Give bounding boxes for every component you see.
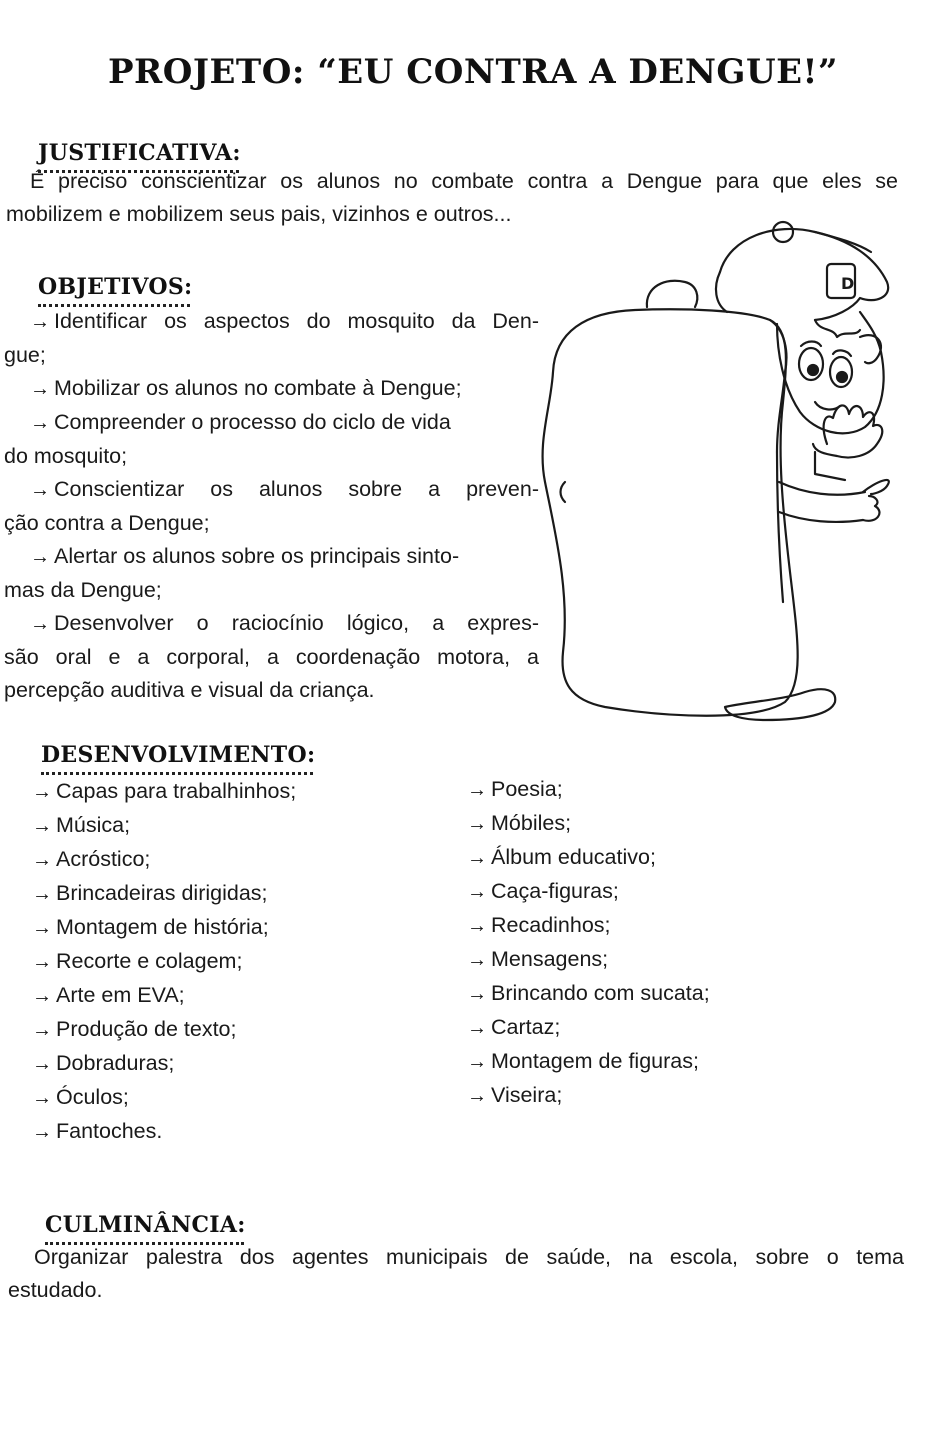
desenvolvimento-item-text: Dobraduras; xyxy=(56,1051,175,1075)
desenvolvimento-item-text: Móbiles; xyxy=(491,811,572,835)
objetivo-item xyxy=(4,607,539,641)
objetivo-text: Compreender o processo do ciclo de vida xyxy=(54,410,451,434)
desenvolvimento-item-text: Brincadeiras dirigidas; xyxy=(56,881,268,905)
arrow-right-icon: → xyxy=(467,983,487,1005)
objetivo-item xyxy=(4,473,539,507)
objetivo-continuation: do mosquito; xyxy=(4,444,128,468)
desenvolvimento-item-text: Brincando com sucata; xyxy=(491,981,710,1005)
arrow-right-icon: → xyxy=(467,881,487,903)
pointing-hand-icon xyxy=(863,480,889,494)
arrow-right-icon: → xyxy=(32,815,52,837)
objetivo-continuation: são oral e a corporal, a coordenação motora, a xyxy=(4,645,539,669)
desenvolvimento-item xyxy=(467,976,710,1010)
arrow-right-icon: → xyxy=(30,613,50,635)
desenvolvimento-item-text: Produção de texto; xyxy=(56,1017,237,1041)
raised-hand-icon xyxy=(813,405,882,457)
arrow-right-icon: → xyxy=(32,1053,52,1075)
objetivos-list xyxy=(4,305,539,707)
arrow-right-icon: → xyxy=(467,779,487,801)
objetivo-item xyxy=(4,406,539,440)
objetivo-continuation: ção contra a Dengue; xyxy=(4,511,210,535)
desenvolvimento-item xyxy=(32,1046,296,1080)
desenvolvimento-item-text: Óculos; xyxy=(56,1085,129,1109)
desenvolvimento-item-text: Acróstico; xyxy=(56,847,151,871)
desenvolvimento-item xyxy=(32,774,296,808)
desenvolvimento-item xyxy=(32,944,296,978)
desenvolvimento-item xyxy=(32,910,296,944)
desenvolvimento-item-text: Mensagens; xyxy=(491,947,609,971)
arrow-right-icon: → xyxy=(30,311,50,333)
objetivo-item xyxy=(4,305,539,339)
desenvolvimento-item-text: Cartaz; xyxy=(491,1015,561,1039)
arrow-right-icon: → xyxy=(467,847,487,869)
culminancia-heading: CULMINÂNCIA: xyxy=(45,1212,246,1238)
desenvolvimento-item xyxy=(467,908,710,942)
boy-behind-sign-illustration xyxy=(515,212,905,742)
desenvolvimento-item xyxy=(32,842,296,876)
arrow-right-icon: → xyxy=(467,813,487,835)
desenvolvimento-item-text: Arte em EVA; xyxy=(56,983,185,1007)
desenvolvimento-item xyxy=(32,1080,296,1114)
arrow-right-icon: → xyxy=(467,915,487,937)
arrow-right-icon: → xyxy=(32,1019,52,1041)
arrow-right-icon: → xyxy=(32,951,52,973)
desenvolvimento-item xyxy=(467,942,710,976)
arrow-right-icon: → xyxy=(30,412,50,434)
desenvolvimento-item xyxy=(467,772,710,806)
arrow-right-icon: → xyxy=(32,883,52,905)
desenvolvimento-item xyxy=(467,1044,710,1078)
culminancia-line: estudado. xyxy=(8,1278,103,1302)
objetivo-text: Conscientizar os alunos sobre a preven- xyxy=(54,477,539,501)
culminancia-text xyxy=(8,1241,904,1307)
arrow-right-icon: → xyxy=(32,917,52,939)
desenvolvimento-item-text: Poesia; xyxy=(491,777,563,801)
arrow-right-icon: → xyxy=(32,985,52,1007)
culminancia-line: Organizar palestra dos agentes municipais de saúde, na escola, sobre o tema xyxy=(34,1245,904,1269)
desenvolvimento-item-text: Caça-figuras; xyxy=(491,879,619,903)
desenvolvimento-item xyxy=(32,808,296,842)
objetivo-text: Mobilizar os alunos no combate à Dengue; xyxy=(54,376,462,400)
desenvolvimento-list-left xyxy=(32,774,296,1148)
justificativa-heading: JUSTIFICATIVA: xyxy=(38,140,241,166)
objetivo-continuation: gue; xyxy=(4,343,46,367)
arrow-right-icon: → xyxy=(32,849,52,871)
objetivo-continuation: percepção auditiva e visual da criança. xyxy=(4,678,375,702)
arrow-right-icon: → xyxy=(30,378,50,400)
desenvolvimento-heading: DESENVOLVIMENTO: xyxy=(41,742,316,768)
cap-icon xyxy=(720,229,888,320)
page-title: PROJETO: “EU CONTRA A DENGUE!” xyxy=(107,52,838,92)
objetivos-heading: OBJETIVOS: xyxy=(38,274,193,300)
shoulder-strap-icon xyxy=(647,281,697,307)
cap-letter: D xyxy=(841,274,855,293)
desenvolvimento-item xyxy=(32,978,296,1012)
desenvolvimento-item-text: Montagem de figuras; xyxy=(491,1049,699,1073)
desenvolvimento-list-right xyxy=(467,772,710,1112)
desenvolvimento-item-text: Recadinhos; xyxy=(491,913,611,937)
desenvolvimento-item xyxy=(467,806,710,840)
objetivo-continuation: mas da Dengue; xyxy=(4,578,162,602)
arrow-right-icon: → xyxy=(30,546,50,568)
desenvolvimento-item-text: Viseira; xyxy=(491,1083,563,1107)
desenvolvimento-item xyxy=(467,1078,710,1112)
arrow-right-icon: → xyxy=(467,1085,487,1107)
desenvolvimento-item xyxy=(32,876,296,910)
desenvolvimento-item xyxy=(467,840,710,874)
objetivo-text: Desenvolver o raciocínio lógico, a expres- xyxy=(54,611,539,635)
desenvolvimento-item-text: Capas para trabalhinhos; xyxy=(56,779,297,803)
justificativa-line: É preciso conscientizar os alunos no combate contra a Dengue para que eles se xyxy=(30,169,898,193)
arrow-right-icon: → xyxy=(467,1051,487,1073)
justificativa-line: mobilizem e mobilizem seus pais, vizinhos e outros... xyxy=(6,202,512,226)
desenvolvimento-item xyxy=(32,1114,296,1148)
arrow-right-icon: → xyxy=(32,1087,52,1109)
objetivo-item xyxy=(4,372,539,406)
desenvolvimento-item xyxy=(467,874,710,908)
arrow-right-icon: → xyxy=(467,1017,487,1039)
desenvolvimento-item-text: Fantoches. xyxy=(56,1119,163,1143)
desenvolvimento-item-text: Recorte e colagem; xyxy=(56,949,243,973)
arrow-right-icon: → xyxy=(467,949,487,971)
desenvolvimento-item-text: Álbum educativo; xyxy=(491,845,656,869)
desenvolvimento-item-text: Montagem de história; xyxy=(56,915,269,939)
arrow-right-icon: → xyxy=(32,1121,52,1143)
objetivo-item xyxy=(4,540,539,574)
arrow-right-icon: → xyxy=(32,781,52,803)
desenvolvimento-item xyxy=(467,1010,710,1044)
objetivo-text: Alertar os alunos sobre os principais sinto- xyxy=(54,544,460,568)
sign-board-icon xyxy=(543,309,798,715)
desenvolvimento-item-text: Música; xyxy=(56,813,131,837)
desenvolvimento-item xyxy=(32,1012,296,1046)
arrow-right-icon: → xyxy=(30,479,50,501)
objetivo-text: Identificar os aspectos do mosquito da Den- xyxy=(54,309,539,333)
